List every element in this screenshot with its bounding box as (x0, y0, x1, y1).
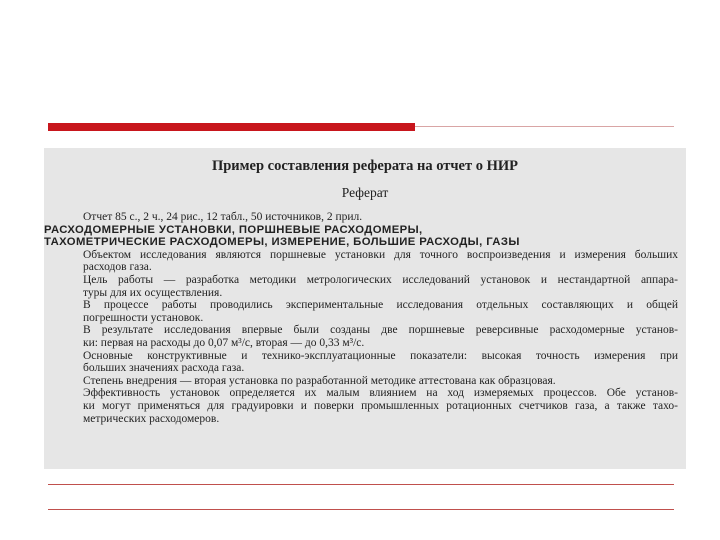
abstract-line: ки: первая на расходы до 0,07 м³/с, вторая — до 0,33 м³/с. (83, 336, 365, 349)
abstract-line: В результате исследования впервые были созданы две поршневые реверсивные расходомерные установ- (83, 324, 678, 337)
abstract-line: ки могут применяться для градуировки и поверки промышленных ротационных счетчиков газа, а также тахо- (83, 399, 678, 412)
abstract-line: Эффективность установок определяется их малым влиянием на ход измеряемых процессов. Обе установ- (83, 387, 678, 400)
abstract-line: туры для их осуществления. (83, 286, 223, 299)
abstract-body (44, 211, 686, 425)
abstract-line: метрических расходомеров. (83, 412, 220, 425)
scanned-document (44, 148, 686, 469)
abstract-line: Основные конструктивные и технико-эксплуатационные показатели: высокая точность измерения при (83, 349, 678, 362)
accent-bar (48, 123, 415, 131)
bottom-divider-line-1 (48, 484, 674, 485)
abstract-line: погрешности установок. (83, 311, 204, 324)
document-subtitle: Реферат (341, 185, 389, 200)
document-title: Пример составления реферата на отчет о НИР (211, 158, 519, 174)
abstract-line: расходов газа. (83, 261, 152, 274)
abstract-line: РАСХОДОМЕРНЫЕ УСТАНОВКИ, ПОРШНЕВЫЕ РАСХОДОМЕРЫ, (44, 223, 423, 236)
abstract-line: Степень внедрения — вторая установка по разработанной методике аттестована как образцовая. (83, 374, 556, 387)
abstract-line: В процессе работы проводились экспериментальные исследования отдельных составляющих и общей (83, 299, 678, 312)
abstract-line: Цель работы — разработка методики метрологических исследований установок и нестандартной аппара- (83, 273, 678, 286)
abstract-line: больших значениях расхода газа. (83, 362, 245, 375)
bottom-divider-line-2 (48, 509, 674, 510)
abstract-line: ТАХОМЕТРИЧЕСКИЕ РАСХОДОМЕРЫ, ИЗМЕРЕНИЕ, БОЛЬШИЕ РАСХОДЫ, ГАЗЫ (44, 236, 520, 249)
abstract-line: Объектом исследования являются поршневые установки для точного воспроизведения и измерения больших (83, 248, 678, 261)
abstract-line: Отчет 85 с., 2 ч., 24 рис., 12 табл., 50 источников, 2 прил. (83, 211, 363, 223)
